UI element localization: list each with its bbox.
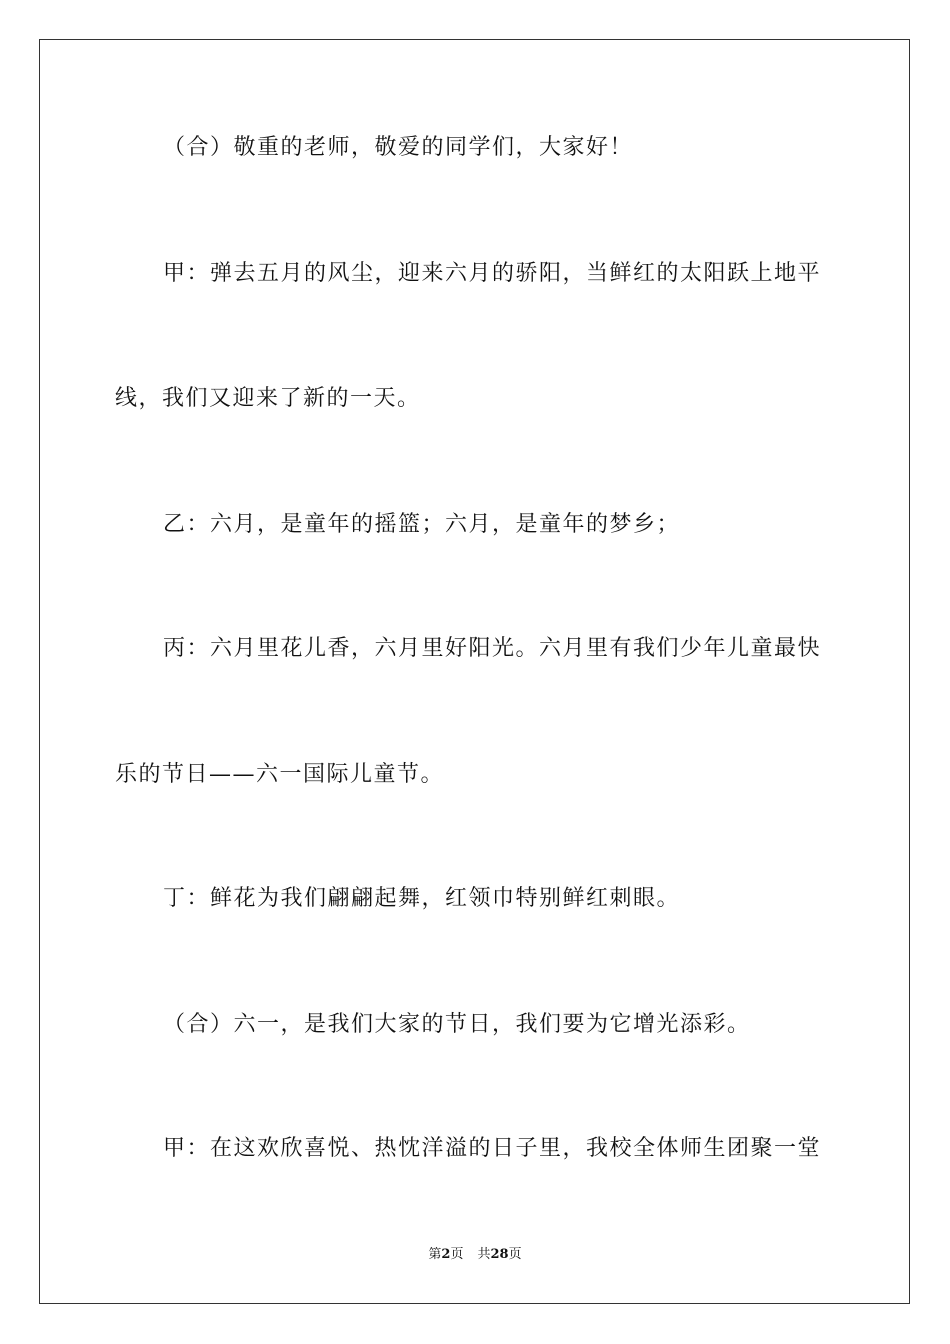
page-suffix: 页 [450,1247,464,1262]
paragraph-line-8: （合）六一，是我们大家的节日，我们要为它增光添彩。 [163,1012,751,1037]
total-suffix: 页 [508,1247,522,1262]
total-prefix: 共 [477,1247,491,1262]
paragraph-line-1: （合）敬重的老师，敬爱的同学们，大家好！ [163,135,634,160]
page-prefix: 第 [428,1247,442,1262]
total-pages: 28 [490,1247,509,1262]
paragraph-line-6: 乐的节日——六一国际儿童节。 [115,762,445,787]
paragraph-line-3: 线，我们又迎来了新的一天。 [115,386,421,411]
paragraph-line-4: 乙：六月，是童年的摇篮；六月，是童年的梦乡； [163,512,681,537]
paragraph-line-9: 甲：在这欢欣喜悦、热忱洋溢的日子里，我校全体师生团聚一堂 [163,1136,822,1161]
paragraph-line-5: 丙：六月里花儿香，六月里好阳光。六月里有我们少年儿童最快 [163,636,822,661]
page-number: 2 [441,1247,451,1262]
paragraph-line-7: 丁：鲜花为我们翩翩起舞，红领巾特别鲜红刺眼。 [163,886,681,911]
paragraph-line-2: 甲：弹去五月的风尘，迎来六月的骄阳，当鲜红的太阳跃上地平 [163,261,822,286]
page-footer [0,1246,950,1264]
page-border [39,39,910,1304]
